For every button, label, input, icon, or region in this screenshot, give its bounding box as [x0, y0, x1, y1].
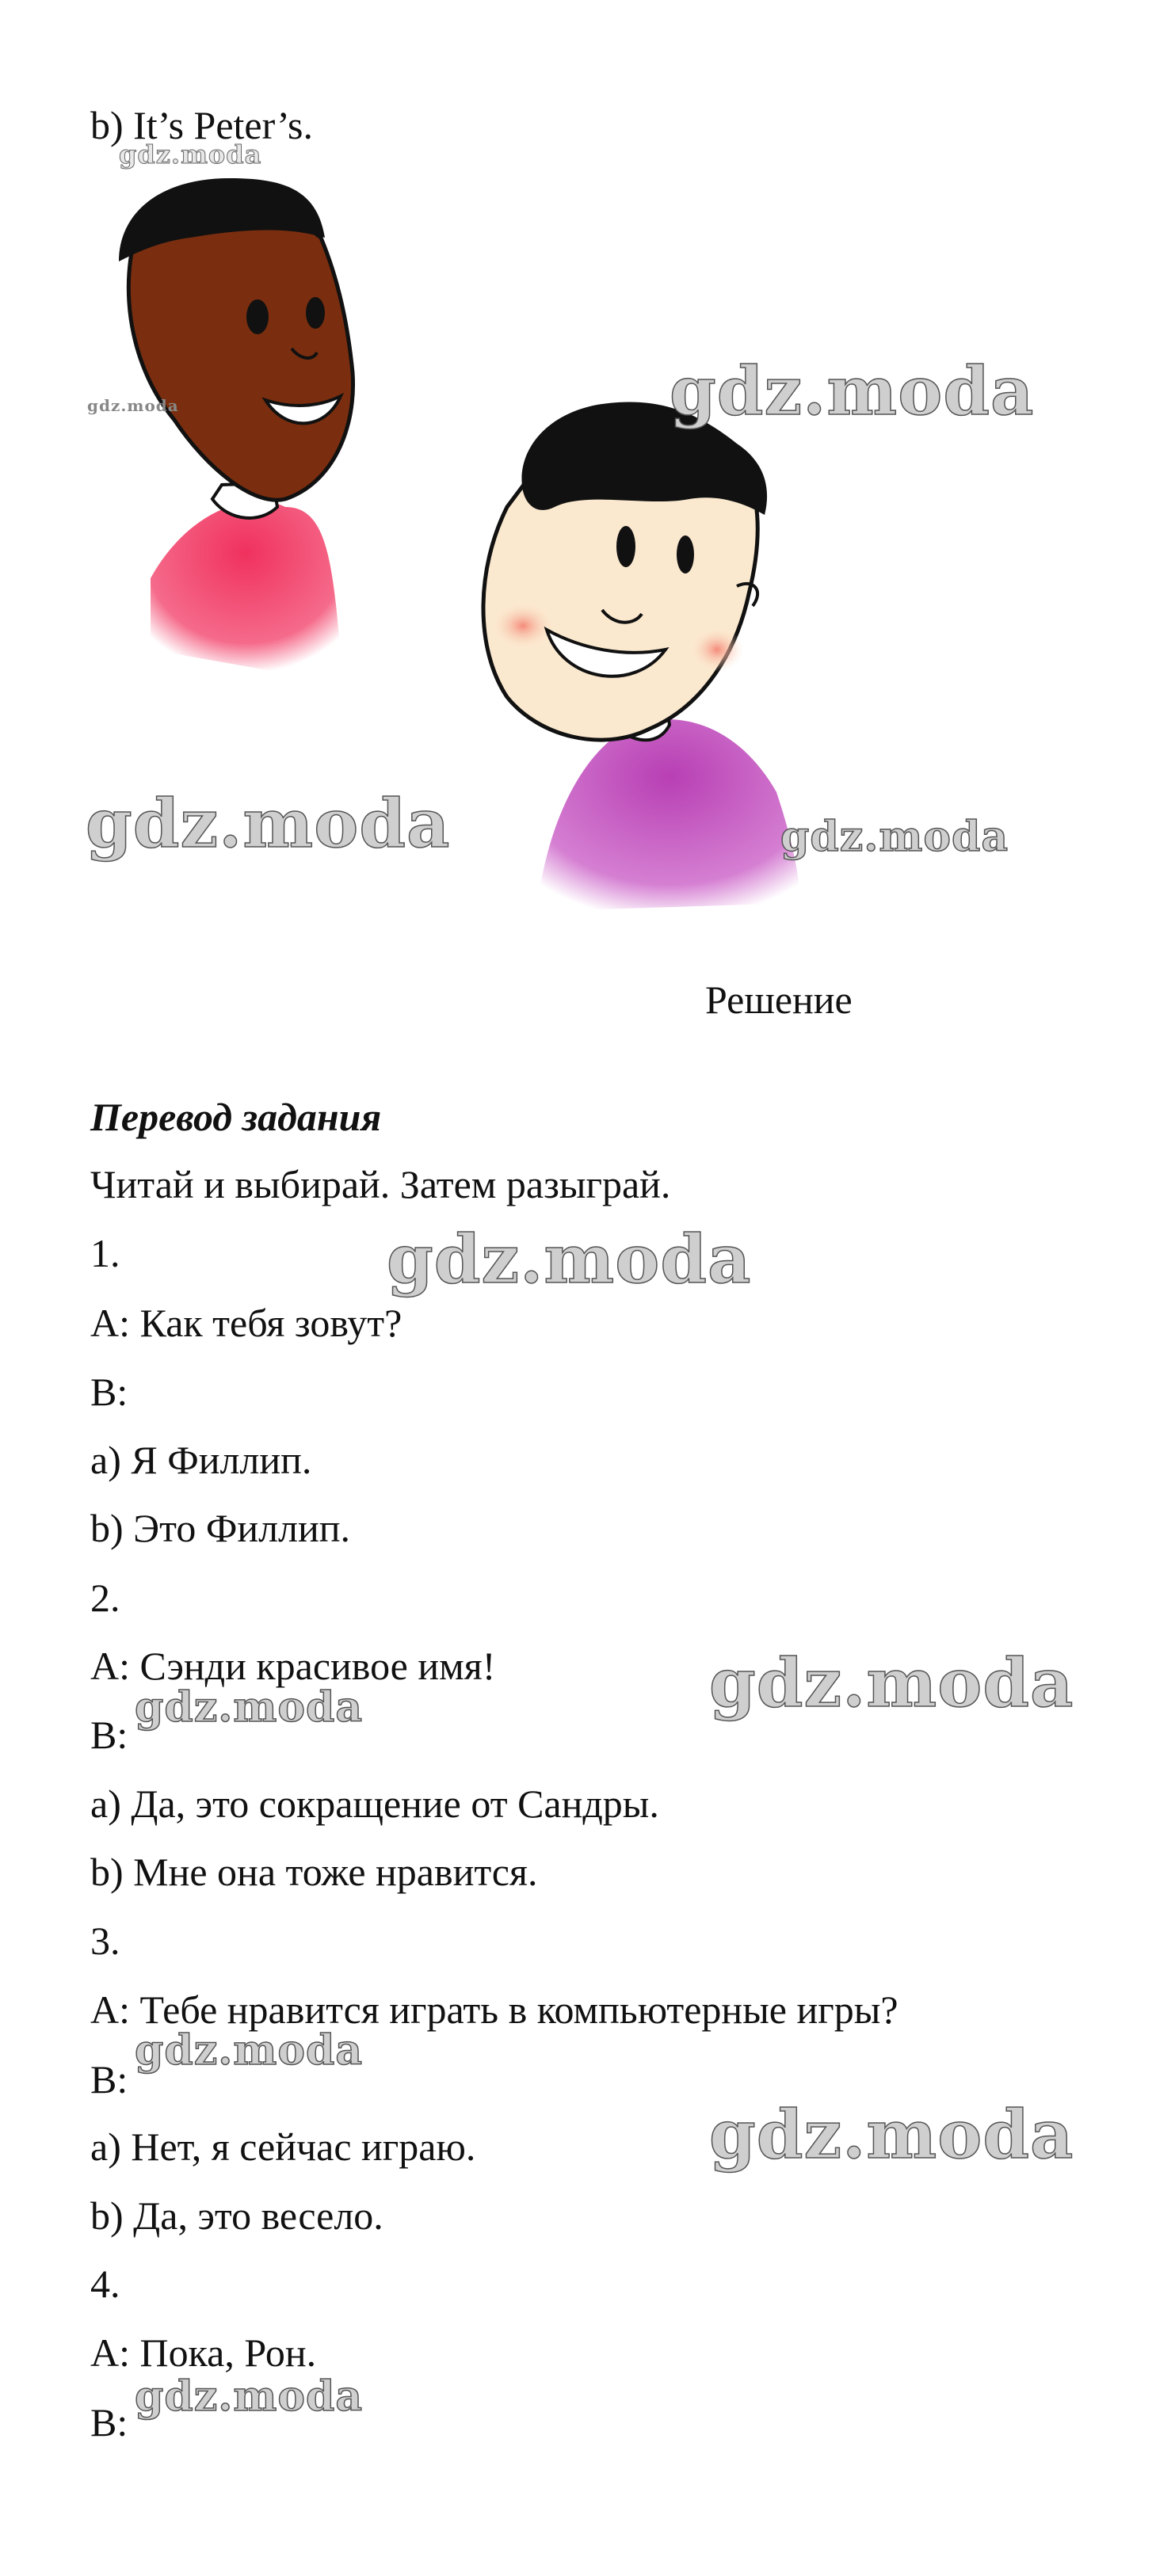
- text-line: A: Пока, Рон.: [90, 2330, 317, 2375]
- text-line: A: Как тебя зовут?: [90, 1301, 402, 1345]
- text-line: Читай и выбирай. Затем разыграй.: [90, 1162, 671, 1206]
- watermark: gdz.moda: [135, 1683, 364, 1732]
- text-line: B:: [90, 2400, 128, 2445]
- text-line: B:: [90, 2057, 128, 2102]
- translation-heading: Перевод задания: [90, 1095, 382, 1139]
- text-line: b) Да, это весело.: [90, 2193, 383, 2238]
- solution-title: Решение: [705, 977, 853, 1022]
- watermark: gdz.moda: [87, 396, 179, 415]
- text-line: 2.: [90, 1576, 120, 1620]
- watermark: gdz.moda: [780, 813, 1009, 861]
- text-line: A: Тебе нравится играть в компьютерные игры?: [90, 1987, 898, 2032]
- watermark: gdz.moda: [387, 1220, 752, 1298]
- right-boy: [483, 402, 800, 911]
- left-boy: [119, 178, 353, 673]
- text-line: 4.: [90, 2262, 120, 2306]
- watermark: gdz.moda: [709, 1644, 1074, 1722]
- watermark: gdz.moda: [135, 2026, 364, 2075]
- text-line: B:: [90, 1370, 128, 1414]
- text-line: 1.: [90, 1231, 120, 1275]
- watermark: gdz.moda: [670, 352, 1035, 430]
- answer-line-top: b) It’s Peter’s.: [90, 103, 313, 147]
- text-line: B:: [90, 1713, 128, 1757]
- watermark: gdz.moda: [86, 784, 451, 863]
- text-line: b) Мне она тоже нравится.: [90, 1850, 538, 1894]
- watermark: gdz.moda: [135, 2372, 364, 2421]
- watermark: gdz.moda: [119, 139, 262, 170]
- text-line: A: Сэнди красивое имя!: [90, 1644, 496, 1688]
- text-line: a) Да, это сокращение от Сандры.: [90, 1781, 659, 1826]
- text-line: a) Я Филлип.: [90, 1438, 312, 1482]
- text-line: b) Это Филлип.: [90, 1506, 351, 1550]
- watermark: gdz.moda: [709, 2095, 1074, 2174]
- text-line: a) Нет, я сейчас играю.: [90, 2124, 476, 2169]
- text-line: 3.: [90, 1919, 120, 1963]
